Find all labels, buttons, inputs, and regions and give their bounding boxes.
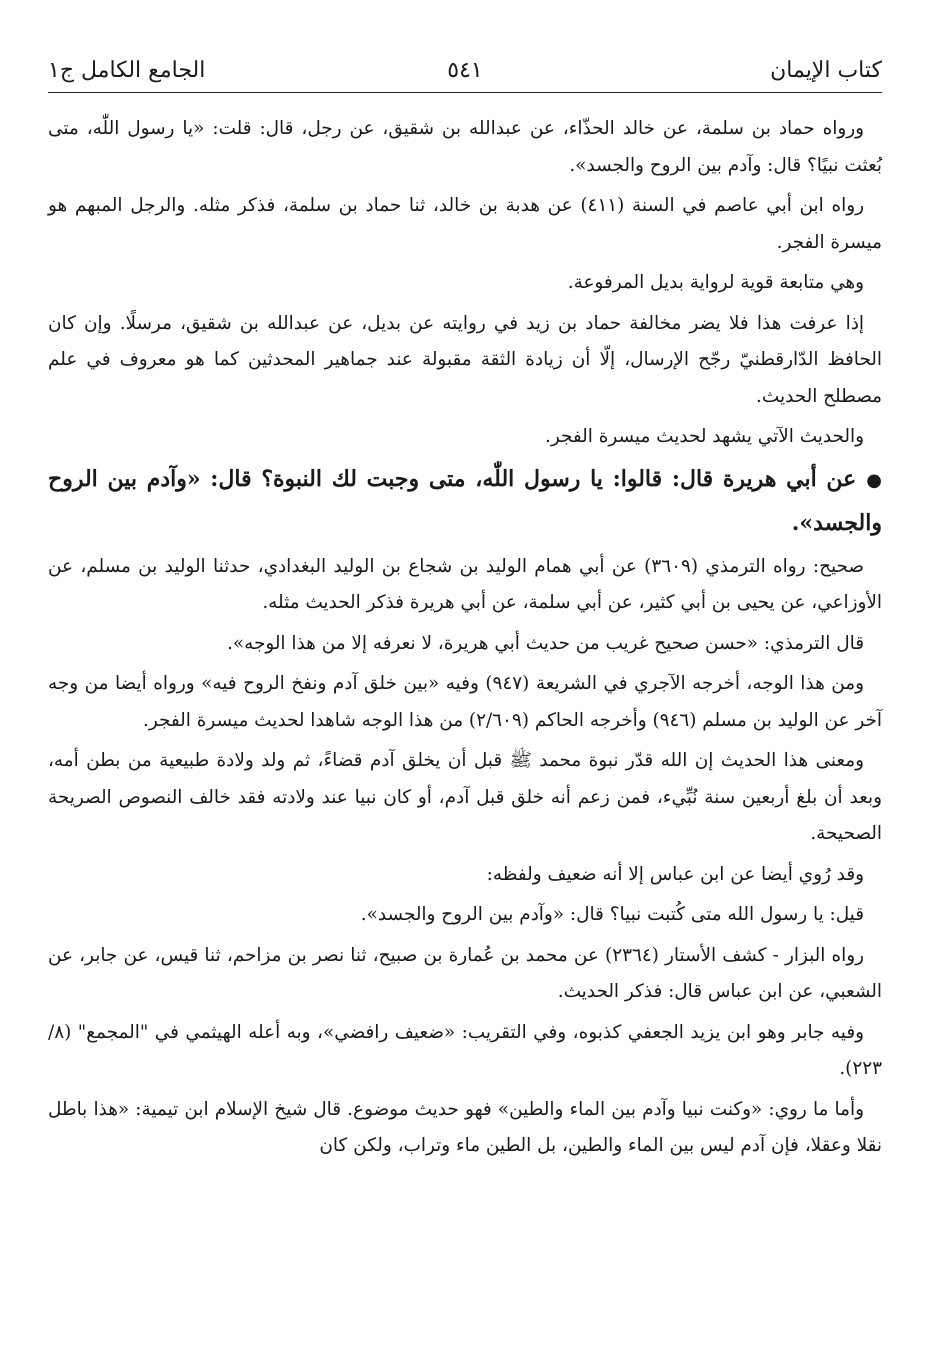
running-header xyxy=(48,52,882,93)
paragraph: وهي متابعة قوية لرواية بديل المرفوعة. xyxy=(567,272,864,293)
paragraph: وأما ما روي: «وكنت نبيا وآدم بين الماء والطين» فهو حديث موضوع. قال شيخ الإسلام ابن تيمية: «هذا باطل نقلا وعقلا، فإن آدم ليس بين الماء والطين، بل الطين ماء وتراب، ولكن كان xyxy=(48,1098,882,1156)
paragraph: ومعنى هذا الحديث إن الله قدّر نبوة محمد ﷺ قبل أن يخلق آدم قضاءً، ثم ولد ولادة طبيعية من بطن أمه، وبعد أن بلغ أربعين سنة نُبِّيء، فمن زعم أنه خلق قبل آدم، أو كان نبيا عند ولادته فقد خالف النصوص الصريحة الصحيحة. xyxy=(48,750,882,844)
book-page xyxy=(48,52,882,1165)
chapter-title: كتاب الإيمان xyxy=(770,58,882,83)
paragraph: ورواه حماد بن سلمة، عن خالد الحذّاء، عن عبدالله بن شقيق، عن رجل، قال: قلت: «يا رسول اللّٰه، متى بُعثت نبيًا؟ قال: وآدم بين الروح والجسد». xyxy=(48,118,882,176)
page-body xyxy=(48,111,882,1165)
paragraph: رواه ابن أبي عاصم في السنة (٤١١) عن هدبة بن خالد، ثنا حماد بن سلمة، فذكر مثله. والرجل المبهم هو ميسرة الفجر. xyxy=(48,195,882,253)
paragraph: والحديث الآتي يشهد لحديث ميسرة الفجر. xyxy=(545,426,864,447)
paragraph: ومن هذا الوجه، أخرجه الآجري في الشريعة (٩٤٧) وفيه «بين خلق آدم ونفخ الروح فيه» ورواه أيضا من وجه آخر عن الوليد بن مسلم (٩٤٦) وأخرجه الحاكم (٢/٦٠٩) من هذا الوجه شاهدا لحديث ميسرة الفجر. xyxy=(48,673,882,731)
paragraph: إذا عرفت هذا فلا يضر مخالفة حماد بن زيد في روايته عن بديل، عن عبدالله بن شقيق، مرسلًا. وإن كان الحافظ الدّارقطنيّ رجّح الإرسال، إلّا أن زيادة الثقة مقبولة عند جماهير المحدثين كما هو معروف في علم مصطلح الحديث. xyxy=(48,312,882,407)
page-number: ٥٤١ xyxy=(447,58,483,83)
book-title: الجامع الكامل ج١ xyxy=(48,58,206,83)
paragraph: رواه البزار - كشف الأستار (٢٣٦٤) عن محمد بن عُمارة بن صبيح، ثنا نصر بن مزاحم، ثنا قيس، عن جابر، عن الشعبي، عن ابن عباس قال: فذكر الحديث. xyxy=(48,944,882,1002)
paragraph: قيل: يا رسول الله متى كُتبت نبيا؟ قال: «وآدم بين الروح والجسد». xyxy=(360,904,864,925)
hadith-body: عن أبي هريرة قال: قالوا: يا رسول اللّٰه، متى وجبت لك النبوة؟ قال: «وآدم بين الروح والجسد». xyxy=(48,465,882,536)
paragraph: صحيح: رواه الترمذي (٣٦٠٩) عن أبي همام الوليد بن شجاع بن الوليد البغدادي، حدثنا الوليد بن مسلم، عن الأوزاعي، عن يحيى بن أبي كثير، عن أبي سلمة، عن أبي هريرة فذكر الحديث مثله. xyxy=(48,555,882,613)
paragraph: قال الترمذي: «حسن صحيح غريب من حديث أبي هريرة، لا نعرفه إلا من هذا الوجه». xyxy=(227,632,864,654)
bullet-icon: ● xyxy=(866,469,882,491)
hadith-text xyxy=(48,458,882,545)
paragraph: وقد رُوي أيضا عن ابن عباس إلا أنه ضعيف ولفظه: xyxy=(486,863,864,885)
paragraph: وفيه جابر وهو ابن يزيد الجعفي كذبوه، وفي التقريب: «ضعيف رافضي»، وبه أعله الهيثمي في "المجمع" (٨/ ٢٢٣). xyxy=(48,1021,882,1079)
